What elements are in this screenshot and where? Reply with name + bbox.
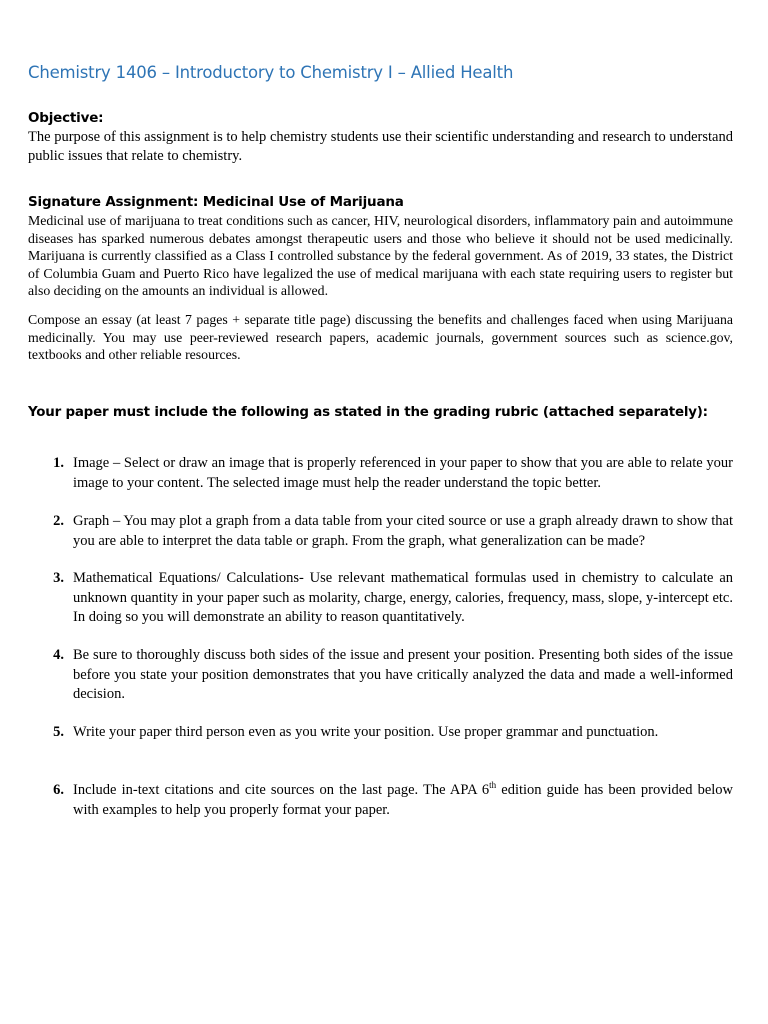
objective-heading: Objective: <box>28 110 104 126</box>
item-number: 3. <box>53 570 64 586</box>
item-text: Be sure to thoroughly discuss both sides of the issue and present your position. Presenting both sides of the issue before you state your position demonstrates that you have critically analyzed the data and made a well-informed decision. <box>73 647 733 702</box>
assignment-paragraph-1: Medicinal use of marijuana to treat conditions such as cancer, HIV, neurological disorders, inflammatory pain and autoimmune diseases has sparked numerous debates amongst therapeutic users and those who believe it should not be used medicinally. Marijuana is currently classified as a Class I controlled substance by the federal government. As of 2019, 33 states, the District of Columbia Guam and Puerto Rico have legalized the use of medical marijuana with each state requiring users to register but also deciding on the amounts an individual is allowed. <box>28 213 733 298</box>
item-number: 5. <box>53 724 64 740</box>
item-number: 2. <box>53 513 64 529</box>
item-text: Graph – You may plot a graph from a data table from your cited source or use a graph already drawn to show that you are able to interpret the data table or graph. From the graph, what generalization can be made? <box>73 513 733 549</box>
assignment-heading: Signature Assignment: Medicinal Use of Marijuana <box>28 194 404 210</box>
item-text: Mathematical Equations/ Calculations- Use relevant mathematical formulas used in chemistry to calculate an unknown quantity in your paper such as molarity, charge, energy, calories, frequency, mass, slope, y-intercept etc. In doing so you will demonstrate an ability to reason quantitatively. <box>73 570 733 625</box>
item-number: 4. <box>53 647 64 663</box>
item-number: 6. <box>53 782 64 798</box>
item-text: Image – Select or draw an image that is properly referenced in your paper to show that you are able to relate your image to your content. The selected image must help the reader understand the topic better. <box>73 455 733 491</box>
item-text <box>73 781 733 820</box>
document-title: Chemistry 1406 – Introductory to Chemistry I – Allied Health <box>28 63 514 82</box>
assignment-paragraph-2: Compose an essay (at least 7 pages + separate title page) discussing the benefits and challenges faced when using Marijuana medicinally. You may use peer-reviewed research papers, academic journals, government sources such as science.gov, textbooks and other reliable resources. <box>28 312 733 362</box>
objective-text: The purpose of this assignment is to help chemistry students use their scientific understanding and research to understand public issues that relate to chemistry. <box>28 129 733 164</box>
item-text-part: edition guide has been provided below with examples to help you properly format your paper. <box>73 782 734 818</box>
item-text-part: Include in-text citations and cite sources on the last page. The APA 6 <box>73 782 490 798</box>
rubric-heading: Your paper must include the following as stated in the grading rubric (attached separately): <box>28 405 708 420</box>
item-text: Write your paper third person even as you write your position. Use proper grammar and punctuation. <box>73 724 659 740</box>
ordinal-superscript: th <box>489 780 497 791</box>
item-number: 1. <box>53 455 64 471</box>
